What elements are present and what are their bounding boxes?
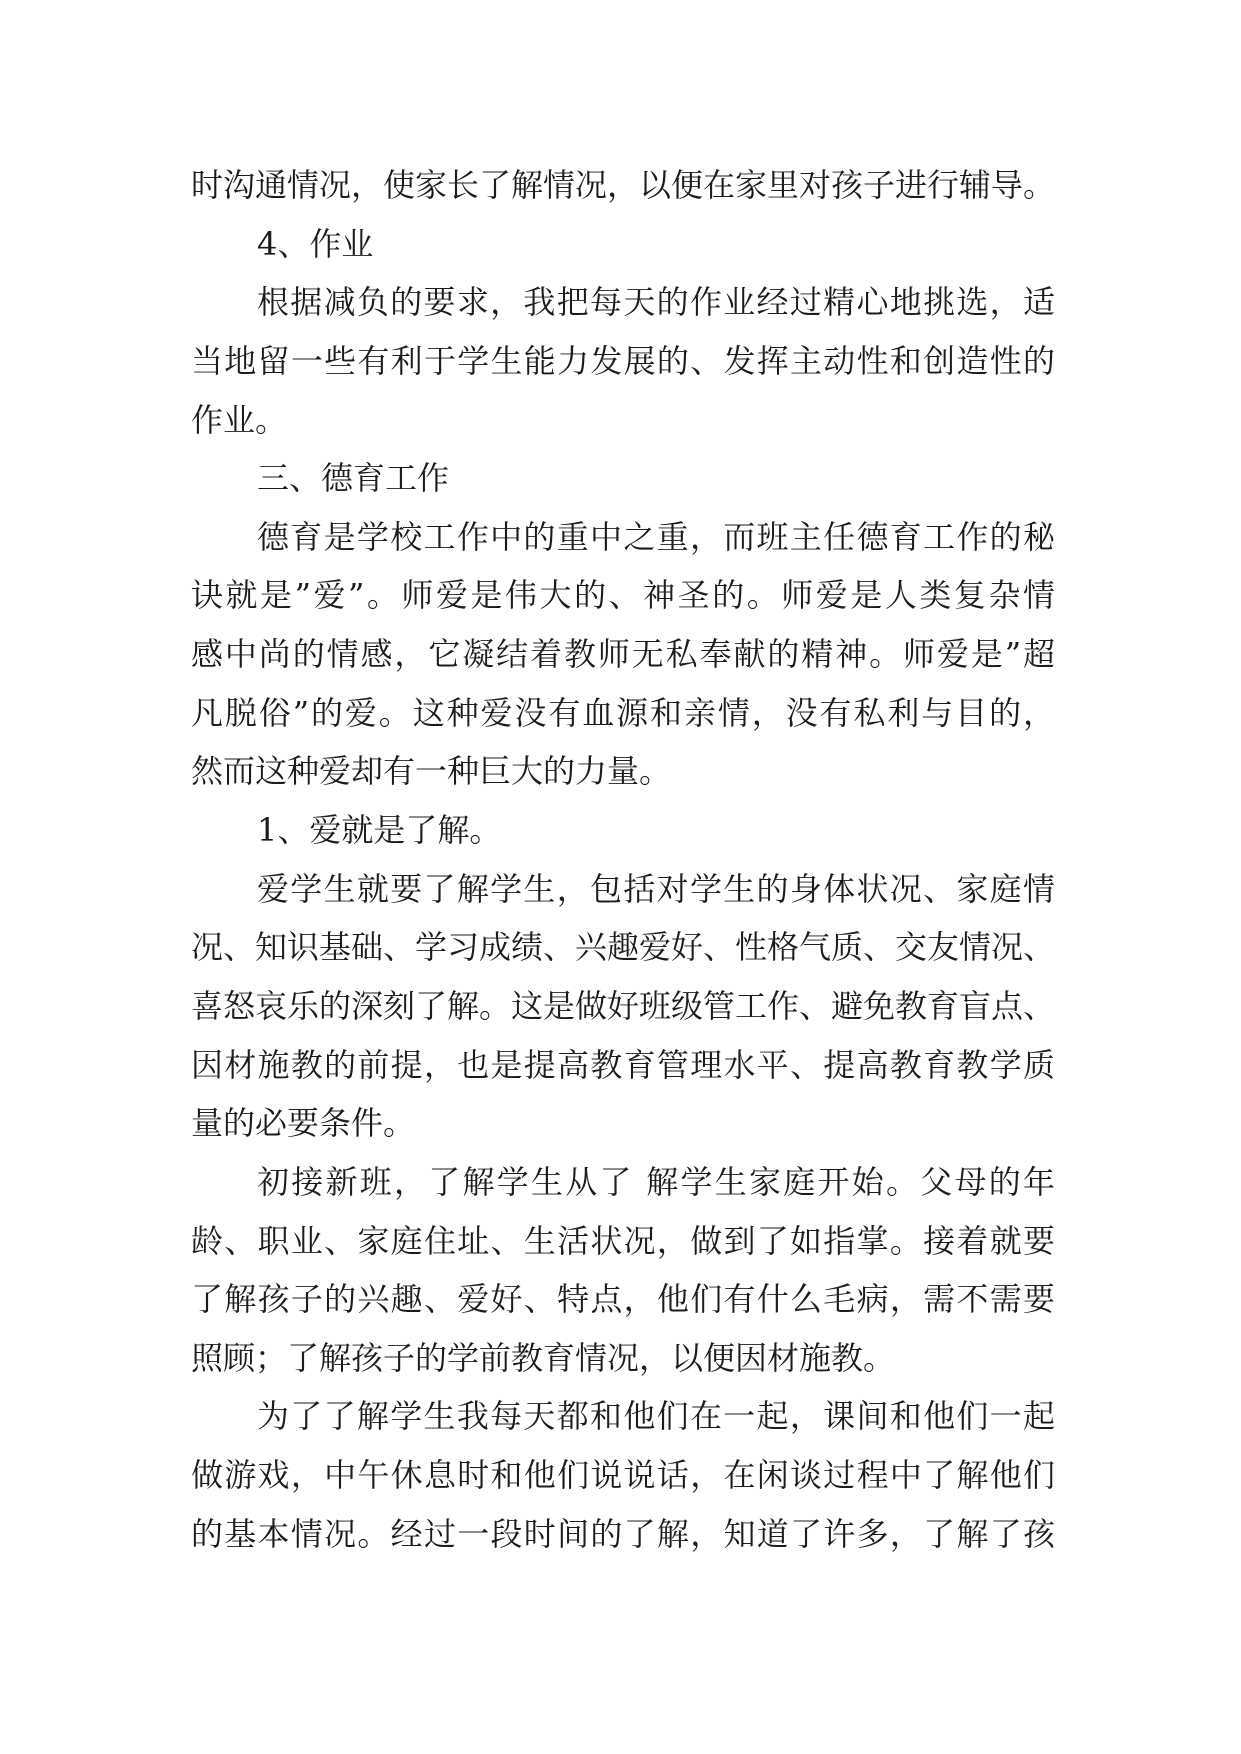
text-line-content: 为了了解学生我每天都和他们在一起，课间和他们一起	[257, 1397, 1057, 1436]
paragraph	[191, 156, 1055, 215]
paragraph	[191, 801, 1055, 860]
text-line	[191, 1212, 1055, 1271]
text-line	[191, 977, 1055, 1036]
text-line-content: 了解孩子的兴趣、爱好、特点，他们有什么毛病，需不需要	[191, 1280, 1057, 1319]
text-line	[191, 1270, 1055, 1329]
text-line	[191, 566, 1058, 625]
text-line	[191, 1153, 1058, 1212]
text-line	[191, 391, 1055, 450]
text-line-content: 当地留一些有利于学生能力发展的、发挥主动性和创造性的	[191, 341, 1057, 380]
text-line-content: 况、知识基础、学习成绩、兴趣爱好、性格气质、交友情况、	[191, 928, 1056, 967]
text-line	[191, 918, 1055, 977]
text-line	[191, 1329, 1055, 1388]
paragraph	[191, 1387, 1055, 1563]
text-line	[191, 860, 1055, 919]
text-line-content: 三、德育工作	[257, 459, 450, 498]
text-line-content: 4、作业	[257, 224, 374, 263]
text-line-content: 诀就是”爱”。师爱是伟大的、神圣的。师爱是人类复杂情	[191, 576, 1058, 615]
text-line-content: 时沟通情况，使家长了解情况，以便在家里对孩子进行辅导。	[191, 166, 1056, 204]
text-line-content: 然而这种爱却有一种巨大的力量。	[191, 752, 672, 791]
text-line-content: 喜怒哀乐的深刻了解。这是做好班级管工作、避免教育盲点、	[191, 986, 1056, 1025]
paragraph	[191, 273, 1055, 449]
text-line	[191, 332, 1055, 391]
text-line	[191, 273, 1055, 332]
text-line-content: 感中尚的情感，它凝结着教师无私奉献的精神。师爱是”超	[191, 635, 1057, 674]
text-line	[191, 742, 1055, 801]
text-line	[191, 1094, 1055, 1153]
paragraph	[191, 860, 1055, 1153]
text-line	[191, 1446, 1055, 1505]
document-body	[191, 156, 1058, 1563]
text-line-content: 德育是学校工作中的重中之重，而班主任德育工作的秘	[257, 517, 1057, 556]
text-line	[191, 801, 1055, 860]
text-line-content: 照顾；了解孩子的学前教育情况，以便因材施教。	[191, 1338, 896, 1377]
text-line-content: 的基本情况。经过一段时间的了解，知道了许多，了解了孩	[191, 1514, 1057, 1553]
text-line-content: 爱学生就要了解学生，包括对学生的身体状况、家庭情	[257, 869, 1057, 908]
text-line	[191, 156, 1055, 215]
paragraph	[191, 1153, 1058, 1388]
text-line-content: 作业。	[191, 400, 288, 439]
text-line-content: 做游戏，中午休息时和他们说说话，在闲谈过程中了解他们	[191, 1456, 1057, 1495]
text-line	[191, 215, 1055, 274]
text-line	[191, 684, 1055, 743]
paragraph	[191, 215, 1055, 274]
text-line-content: 凡脱俗”的爱。这种爱没有血源和亲情，没有私利与目的，	[191, 693, 1057, 732]
paragraph	[191, 449, 1055, 508]
text-line	[191, 1036, 1055, 1095]
text-line-content: 量的必要条件。	[191, 1104, 416, 1143]
text-line	[191, 1387, 1055, 1446]
text-line-content: 1、爱就是了解。	[257, 811, 502, 850]
paragraph	[191, 508, 1058, 801]
text-line	[191, 1505, 1055, 1564]
text-line-content: 初接新班，了解学生从了 解学生家庭开始。父母的年	[257, 1162, 1058, 1201]
text-line-content: 龄、职业、家庭住址、生活状况，做到了如指掌。接着就要	[191, 1221, 1057, 1260]
text-line	[191, 508, 1055, 567]
text-line	[191, 449, 1055, 508]
text-line-content: 根据减负的要求，我把每天的作业经过精心地挑选，适	[257, 283, 1057, 322]
text-line-content: 因材施教的前提，也是提高教育管理水平、提高教育教学质	[191, 1045, 1057, 1084]
text-line	[191, 625, 1055, 684]
